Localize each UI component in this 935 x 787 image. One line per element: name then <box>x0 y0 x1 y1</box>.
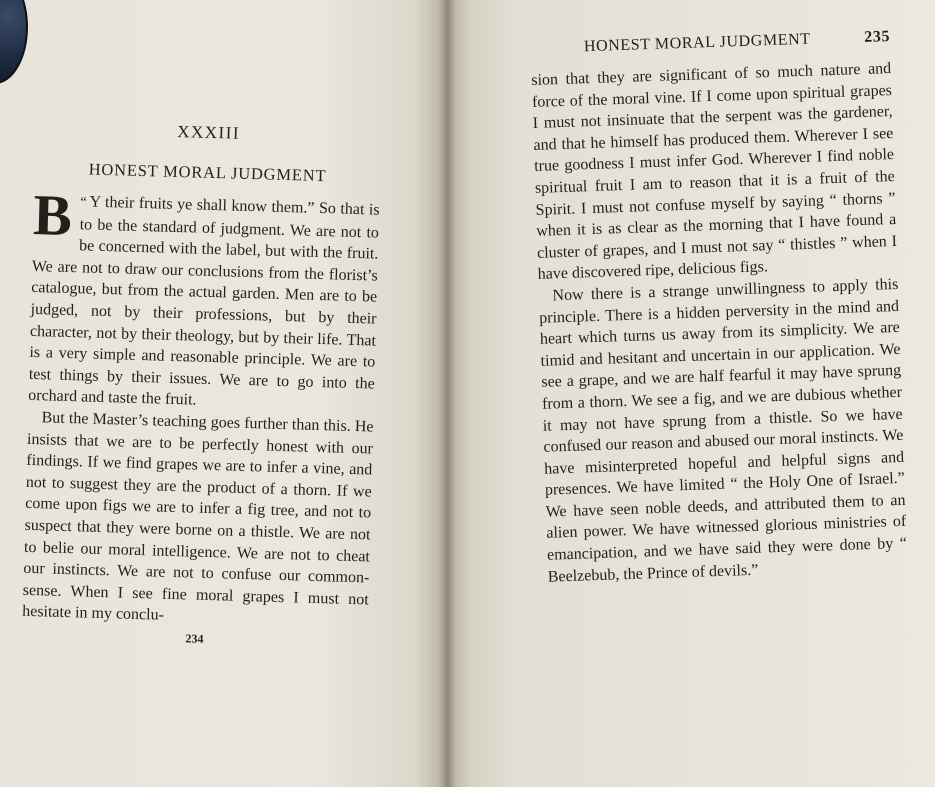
drop-cap: B <box>32 181 73 249</box>
left-paragraph-1-text: Y their fruits ye shall know them.” So that is to be the standard of judgment. We are not to be concerned with the label, but with the fruit. We are not to draw our conclusions from the florist’s catalogue, but from the actual garden. Men are to be judged, not by their professions, but by their character, not by their theology, but by their life. That is a very simple and reasonable principle. We are to test things by their issues. We are to go into the orchard and taste the fruit. <box>28 193 380 409</box>
running-head <box>530 28 890 58</box>
right-page-content <box>530 28 908 588</box>
corner-object <box>0 0 28 84</box>
left-paragraph-2: But the Master’s teaching goes further than this. He insists that we are to be perfectly honest with our findings. If we find grapes we are to infer a vine, and not to suggest they are the product of a thorn. If we come upon figs we are to infer a fig tree, and not to suspect that they were borne on a thistle. We are not to belie our moral intelligence. We are not to cheat our instincts. We are not to confuse our common-sense. When I see fine moral grapes I must not hesitate in my conclu- <box>21 409 374 625</box>
left-paragraph-1 <box>28 181 380 417</box>
left-page-content <box>21 118 381 651</box>
left-body-text <box>21 181 380 632</box>
left-page <box>0 0 446 787</box>
right-page <box>446 0 935 787</box>
left-page-number: 234 <box>185 631 204 646</box>
right-paragraph-2: Now there is a strange unwillingness to apply this principle. There is a hidden perversity in the mind and heart which turns us away from its simplicity. We are timid and hesitant and uncertain in our application. We see a grape, and we are half fearful it may have sprung from a thorn. We see a fig, and we are dubious whether it may not have sprung from a thistle. So we have confused our reason and abused our moral instincts. We have misinterpreted hopeful and helpful signs and presences. We have limited “ the Holy One of Israel.” We have seen noble deeds, and attributed them to an alien power. We have witnessed glorious ministries of emancipation, and we have said they were done by “ Beelzebub, the Prince of devils.” <box>538 275 908 586</box>
running-head-title: HONEST MORAL JUDGMENT <box>583 30 811 56</box>
right-page-number: 235 <box>864 28 891 46</box>
open-quote: “ <box>80 195 87 211</box>
right-paragraph-1: sion that they are significant of so much nature and force of the moral vine. If I come upon spiritual grapes I must not insinuate that the serpent was the gardener, and that he himself has produced them. Wherever I see true goodness I must infer God. Wherever I find noble spiritual fruit I am to reason that it is a fruit of the Spirit. I must not confuse myself by saying “ thorns ” when it is as clear as the morning that I have found a cluster of grapes, and I must not say “ thistles ” when I have discovered ripe, delicious figs. <box>531 60 898 284</box>
book-gutter <box>438 0 456 787</box>
chapter-title: HONEST MORAL JUDGMENT <box>88 159 327 186</box>
right-body-text <box>531 58 908 588</box>
chapter-number: XXXIII <box>176 121 241 143</box>
